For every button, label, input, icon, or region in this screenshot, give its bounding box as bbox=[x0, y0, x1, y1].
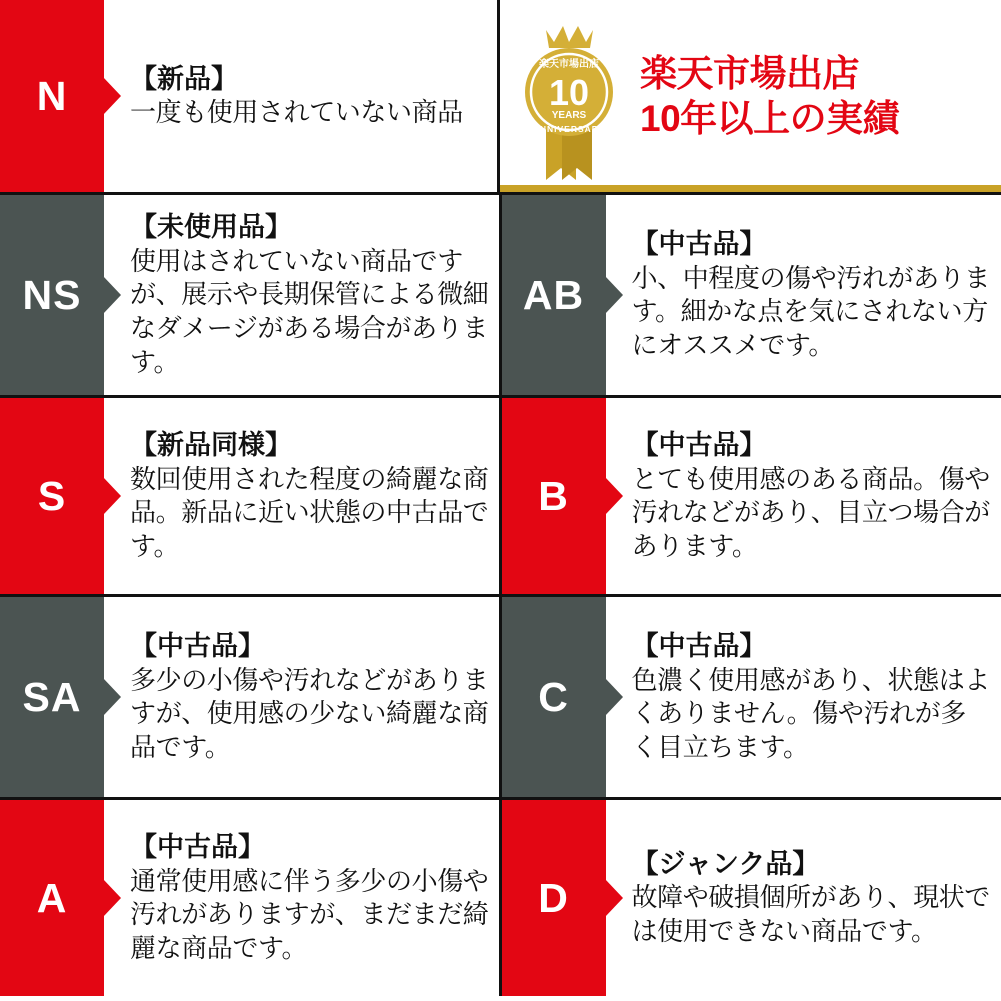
grade-badge-c bbox=[502, 597, 606, 797]
grade-code: AB bbox=[522, 271, 585, 318]
table-row bbox=[0, 195, 1001, 395]
grade-body: 通常使用感に伴う多少の小傷や汚れがありますが、まだまだ綺麗な商品です。 bbox=[130, 865, 489, 964]
grade-description-b bbox=[606, 398, 1001, 594]
grade-title: 【新品】 bbox=[130, 63, 238, 94]
grade-title: 【ジャンク品】 bbox=[631, 848, 820, 879]
grade-description-ab bbox=[606, 195, 1001, 395]
promo-text bbox=[632, 51, 1001, 141]
grade-description-s bbox=[104, 398, 499, 594]
seal-bottom-label: ANNIVERSARY bbox=[532, 124, 606, 134]
grade-code: A bbox=[36, 874, 68, 921]
grade-description-a bbox=[104, 800, 499, 996]
grade-body: 多少の小傷や汚れなどがありますが、使用感の少ない綺麗な商品です。 bbox=[130, 664, 489, 763]
grade-badge-a bbox=[0, 800, 104, 996]
grade-badge-ns bbox=[0, 195, 104, 395]
promo-panel bbox=[500, 0, 1001, 192]
promo-underline bbox=[500, 185, 1001, 192]
promo-inner bbox=[500, 0, 1001, 192]
grade-code: NS bbox=[22, 271, 82, 318]
grade-description-ns bbox=[104, 195, 499, 395]
promo-line-1: 楽天市場出店 bbox=[640, 52, 859, 94]
grade-title: 【中古品】 bbox=[631, 631, 767, 662]
grade-title: 【中古品】 bbox=[130, 631, 265, 662]
grade-body: 一度も使用されていない商品 bbox=[130, 97, 463, 128]
grade-badge-s bbox=[0, 398, 104, 594]
grade-badge-ab bbox=[502, 195, 606, 395]
grade-body: とても使用感のある商品。傷や汚れなどがあり、目立つ場合があります。 bbox=[631, 463, 990, 562]
table-row bbox=[0, 597, 1001, 797]
grade-badge-sa bbox=[0, 597, 104, 797]
grade-body: 使用はされていない商品ですが、展示や長期保管による微細なダメージがある場合があります。 bbox=[130, 245, 489, 378]
grade-body: 数回使用された程度の綺麗な商品。新品に近い状態の中古品です。 bbox=[130, 463, 489, 562]
anniversary-seal-icon bbox=[506, 8, 632, 184]
grade-code: C bbox=[538, 673, 569, 720]
grade-description-c bbox=[606, 597, 1001, 797]
grade-cell-c bbox=[502, 597, 1001, 797]
table-row bbox=[0, 800, 1001, 996]
seal-number: 10 bbox=[548, 72, 590, 113]
grade-title: 【中古品】 bbox=[130, 832, 265, 863]
grade-description-sa bbox=[104, 597, 499, 797]
grade-description-n bbox=[104, 0, 497, 192]
grade-body: 小、中程度の傷や汚れがあります。細かな点を気にされない方にオススメです。 bbox=[631, 262, 990, 361]
grade-body: 故障や破損個所があり、現状では使用できない商品です。 bbox=[631, 882, 990, 947]
grade-badge-b bbox=[502, 398, 606, 594]
grade-cell-sa bbox=[0, 597, 499, 797]
grade-cell-s bbox=[0, 398, 499, 594]
grade-title: 【中古品】 bbox=[631, 430, 767, 461]
seal-top-label: 楽天市場出店 bbox=[539, 59, 599, 70]
grade-body: 色濃く使用感があり、状態はよくありません。傷や汚れが多く目立ちます。 bbox=[631, 664, 990, 763]
grade-cell-d bbox=[502, 800, 1001, 996]
grade-title: 【新品同様】 bbox=[130, 430, 292, 461]
grade-title: 【中古品】 bbox=[631, 229, 767, 260]
grade-description-d bbox=[606, 800, 1001, 996]
grade-code: D bbox=[538, 874, 569, 921]
grade-code: B bbox=[538, 472, 569, 519]
grade-badge-n bbox=[0, 0, 104, 192]
table-row bbox=[0, 398, 1001, 594]
grade-title: 【未使用品】 bbox=[130, 212, 292, 243]
grade-code: S bbox=[37, 472, 67, 519]
grade-code: N bbox=[36, 72, 68, 119]
seal-years-label: YEARS bbox=[551, 110, 587, 121]
grade-cell-a bbox=[0, 800, 499, 996]
grade-cell-ab bbox=[502, 195, 1001, 395]
grade-cell-b bbox=[502, 398, 1001, 594]
table-row bbox=[0, 0, 1001, 192]
grade-code: SA bbox=[22, 673, 82, 720]
promo-line-2: 10年以上の実績 bbox=[640, 98, 900, 139]
grade-cell-n bbox=[0, 0, 497, 192]
grade-cell-ns bbox=[0, 195, 499, 395]
grade-badge-d bbox=[502, 800, 606, 996]
